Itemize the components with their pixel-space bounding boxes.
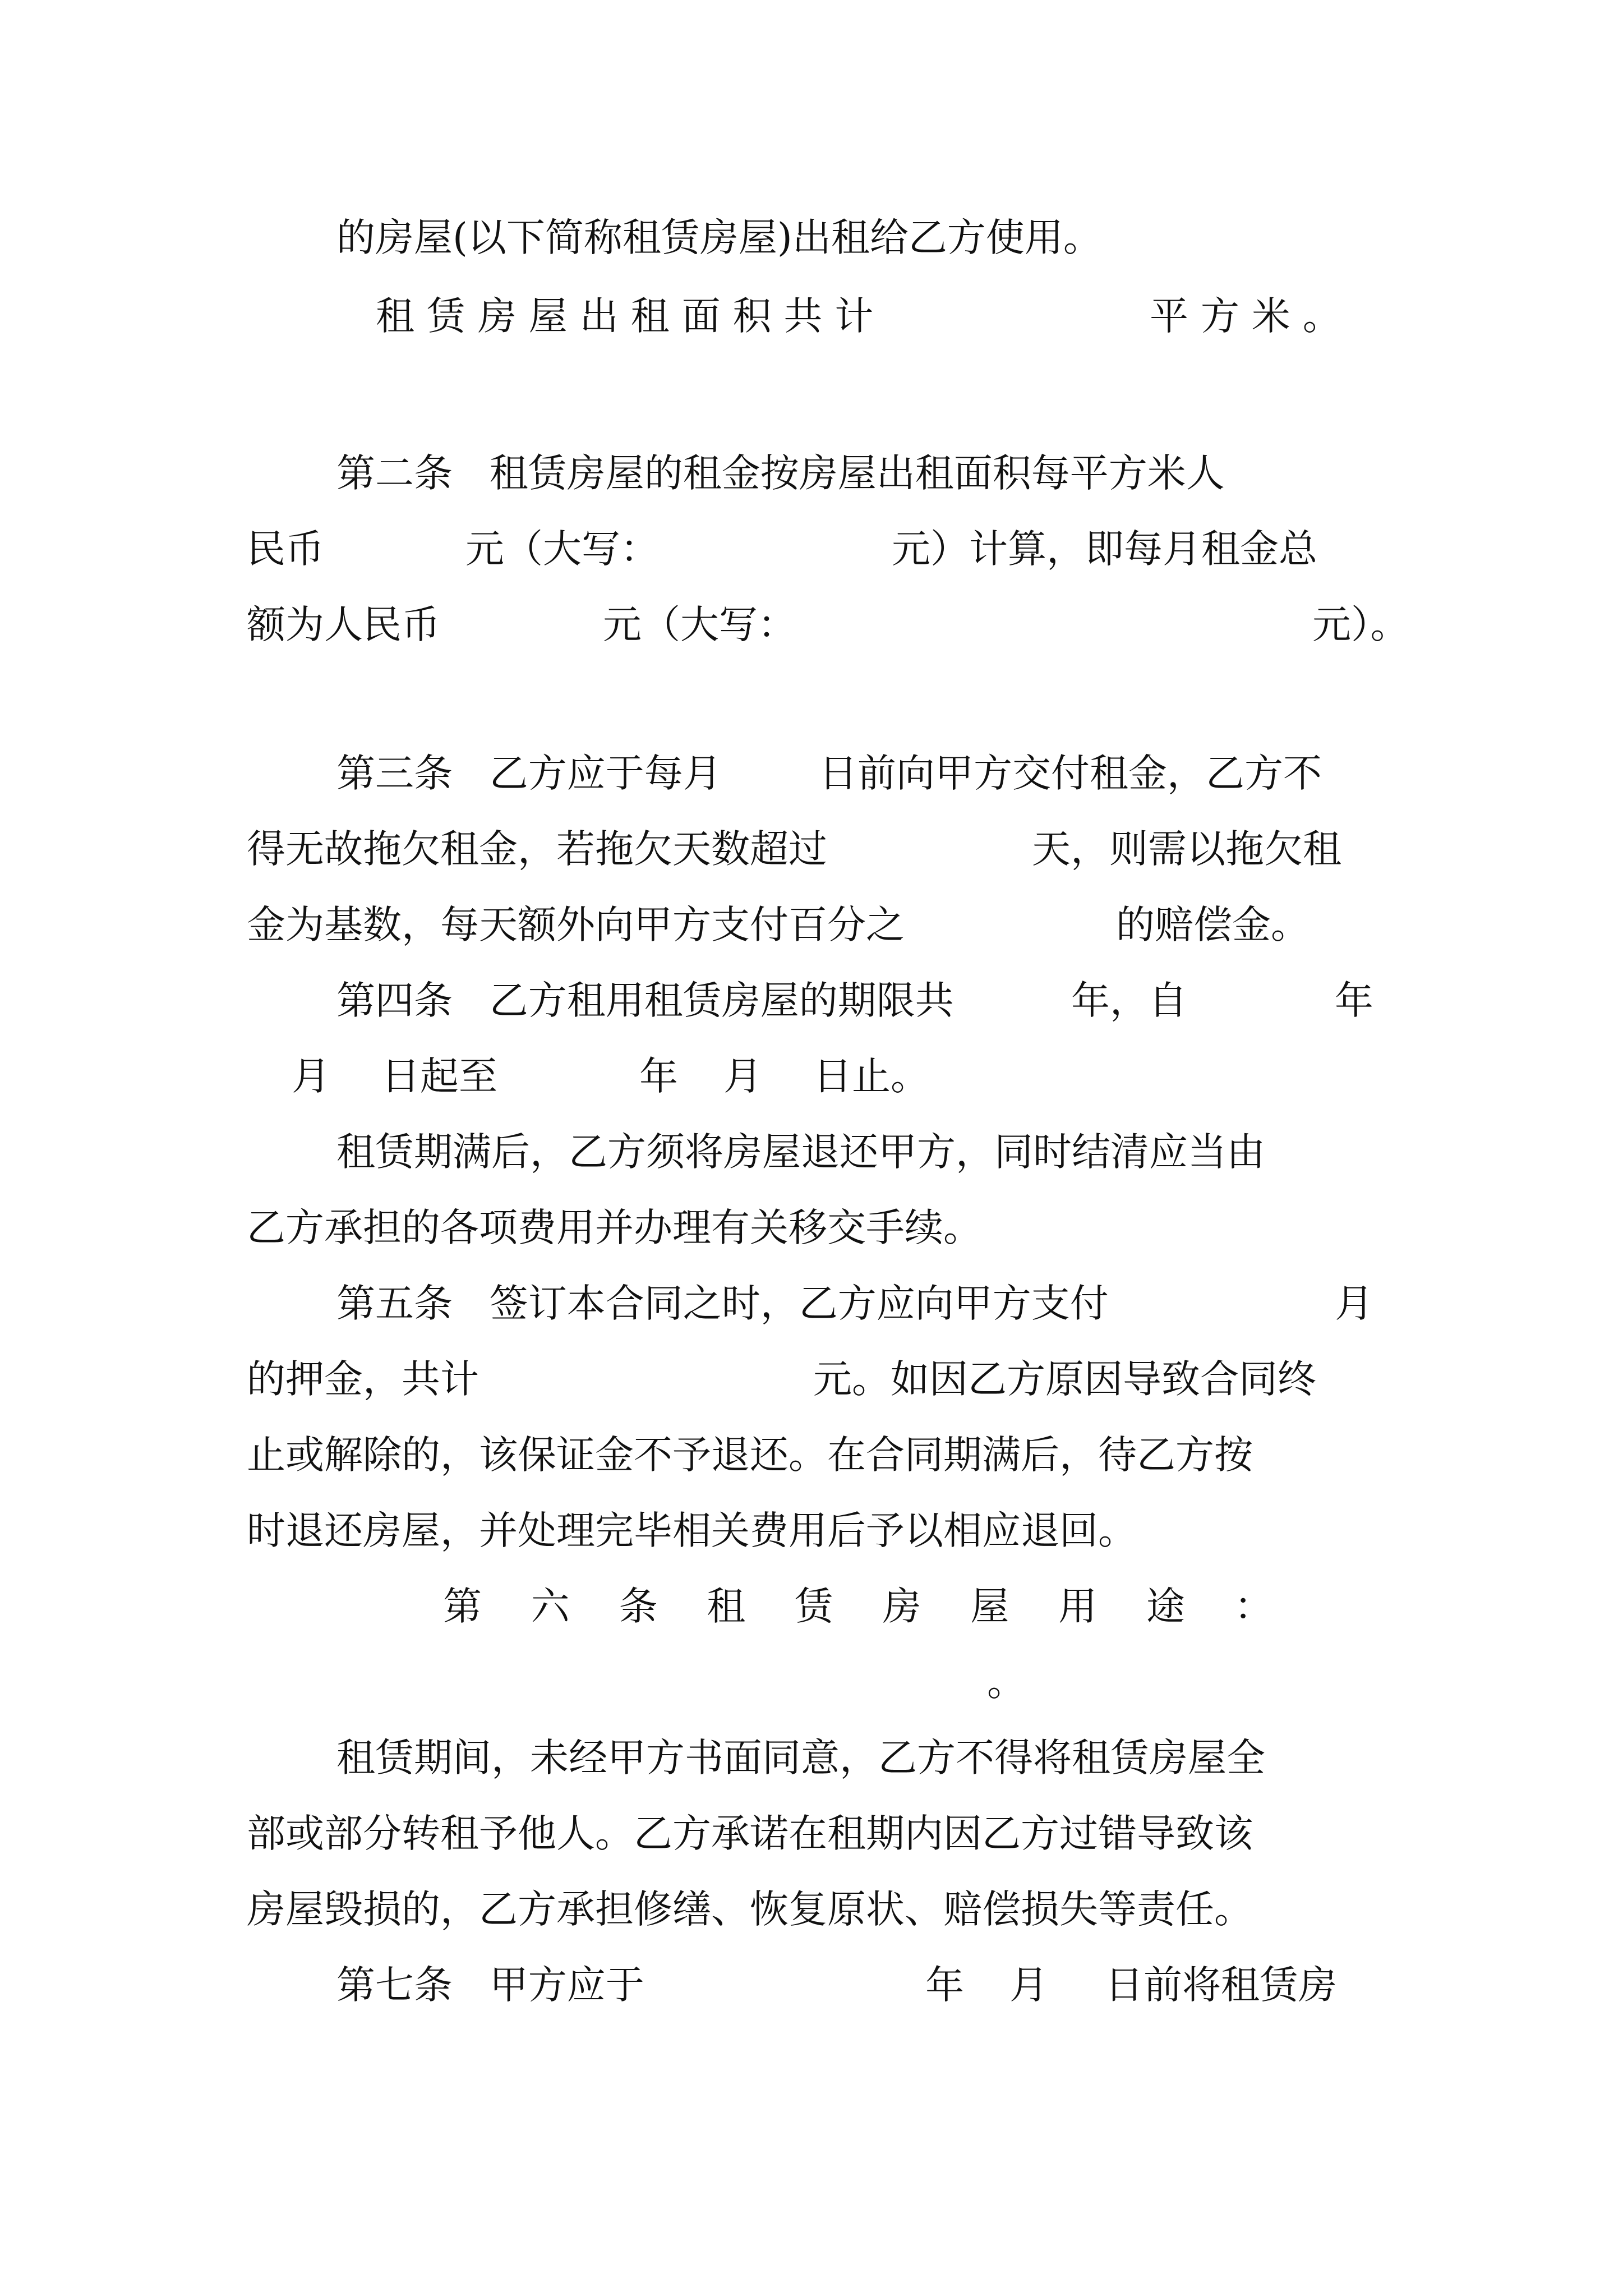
- text-line: 民币: [247, 527, 324, 572]
- text-line: 租赁期间，未经甲方书面同意，乙方不得将租赁房屋全: [336, 1736, 1265, 1780]
- text-line: 元。如因乙方原因导致合同终: [813, 1357, 1316, 1402]
- text-line: 年: [925, 1963, 964, 2008]
- text-line: 第三条 乙方应于每月: [336, 751, 722, 796]
- text-line: 乙方承担的各项费用并办理有关移交手续。: [247, 1205, 982, 1250]
- text-line: 元）计算，即每月租金总: [892, 527, 1317, 572]
- text-line: 元（大写：: [603, 602, 796, 647]
- text-line: 日前向甲方交付租金，乙方不: [819, 751, 1322, 796]
- text-line: 年: [639, 1054, 678, 1099]
- text-line: 元）。: [1312, 602, 1409, 647]
- text-line: 止或解除的，该保证金不予退还。在合同期满后，待乙方按: [247, 1433, 1253, 1478]
- text-line: 天，则需以拖欠租: [1032, 827, 1341, 872]
- text-line: 得无故拖欠租金，若拖欠天数超过: [247, 827, 827, 872]
- text-line: 额为人民币: [247, 602, 440, 647]
- text-line: 租 赁 房 屋 出 租 面 积 共 计: [376, 294, 874, 339]
- text-line: 月: [292, 1054, 330, 1099]
- text-line: 的押金，共计: [247, 1357, 479, 1402]
- text-line: 第五条 签订本合同之时，乙方应向甲方支付: [336, 1281, 1109, 1326]
- text-line: 的赔偿金。: [1116, 903, 1310, 947]
- text-line: 平 方 米 。: [1150, 294, 1341, 339]
- text-line: 月: [1335, 1281, 1373, 1326]
- text-line: 日起至: [381, 1054, 497, 1099]
- text-line: 年，自: [1071, 978, 1187, 1023]
- text-line: 第四条 乙方租用租赁房屋的期限共: [336, 978, 954, 1023]
- text-line: 元（大写：: [465, 527, 659, 572]
- text-line: 的房屋(以下简称租赁房屋)出租给乙方使用。: [336, 215, 1102, 260]
- text-line: 月: [1009, 1963, 1048, 2008]
- text-line: 第二条 租赁房屋的租金按房屋出租面积每平方米人: [336, 451, 1225, 496]
- text-line: 部或部分转租予他人。乙方承诺在租期内因乙方过错导致该: [247, 1811, 1253, 1856]
- text-line: 时退还房屋，并处理完毕相关费用后予以相应退回。: [247, 1508, 1137, 1553]
- text-line: 年: [1335, 978, 1373, 1023]
- text-line: 月: [723, 1054, 762, 1099]
- text-line: 金为基数，每天额外向甲方支付百分之: [247, 903, 905, 947]
- text-line: 日前将租赁房: [1105, 1963, 1337, 2008]
- text-line: 日止。: [813, 1054, 929, 1099]
- text-line: 。: [987, 1660, 1026, 1705]
- text-line: 租赁期满后，乙方须将房屋退还甲方，同时结清应当由: [336, 1130, 1265, 1175]
- text-line: 第七条 甲方应于: [336, 1963, 644, 2008]
- text-line: 第 六 条 租 赁 房 屋 用 途 ：: [443, 1584, 1273, 1629]
- text-line: 房屋毁损的，乙方承担修缮、恢复原状、赔偿损失等责任。: [247, 1887, 1253, 1932]
